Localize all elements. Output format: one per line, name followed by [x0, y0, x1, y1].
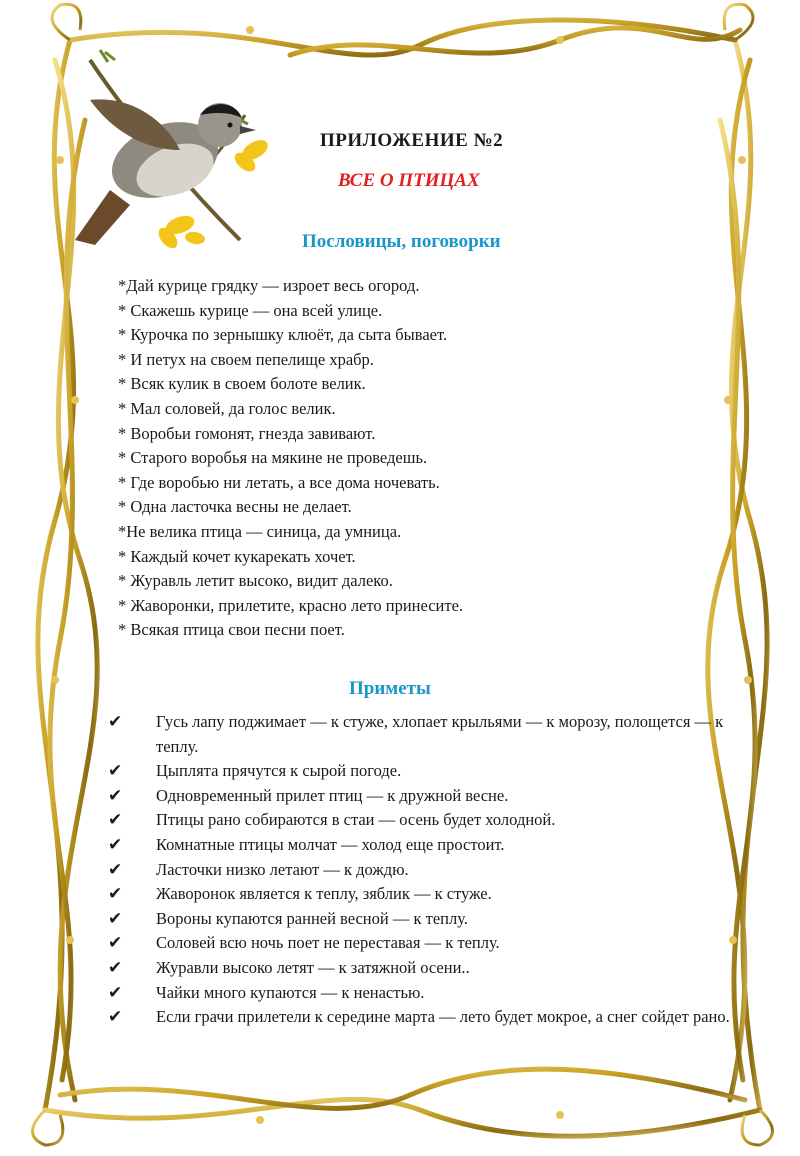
- signs-section-title: Приметы: [349, 678, 431, 699]
- sign-text: Одновременный прилет птиц — к дружной весне.: [156, 785, 509, 805]
- list-item: * Всякая птица свои песни поет.: [118, 620, 345, 640]
- list-item: [108, 981, 738, 1006]
- sign-text: Гусь лапу поджимает — к стуже, хлопает крыльями — к морозу, полощется — к теплу.: [156, 712, 724, 756]
- checkmark-icon: ✔: [108, 1007, 123, 1028]
- list-item: *Дай курице грядку — изроет весь огород.: [118, 276, 420, 295]
- list-item: * Каждый кочет кукарекать хочет.: [118, 546, 356, 566]
- sign-text: Цыплята прячутся к сырой погоде.: [156, 761, 402, 781]
- list-item: * Старого воробья на мякине не проведешь.: [118, 448, 428, 468]
- list-item: * Курочка по зернышку клюёт, да сыта бывает.: [118, 325, 448, 345]
- checkmark-icon: ✔: [108, 957, 123, 978]
- checkmark-icon: ✔: [108, 884, 123, 905]
- signs-list: [108, 710, 738, 1030]
- checkmark-icon: ✔: [108, 810, 123, 831]
- sign-text: Ласточки низко летают — к дождю.: [156, 859, 409, 879]
- list-item: * Всяк кулик в своем болоте велик.: [118, 374, 366, 394]
- sign-text: Соловей всю ночь поет не переставая — к теплу.: [156, 933, 500, 953]
- sign-text: Жаворонок является к теплу, зяблик — к стуже.: [156, 884, 492, 904]
- checkmark-icon: ✔: [108, 859, 123, 880]
- proverbs-list: [118, 274, 718, 643]
- list-item: [108, 907, 738, 932]
- list-item: [108, 858, 738, 883]
- checkmark-icon: ✔: [108, 834, 123, 855]
- list-item: * Воробьи гомонят, гнезда завивают.: [118, 423, 376, 443]
- list-item: [108, 784, 738, 809]
- list-item: * Жаворонки, прилетите, красно лето принесите.: [118, 595, 464, 615]
- list-item: * Журавль летит высоко, видит далеко.: [118, 571, 393, 591]
- list-item: [108, 1005, 738, 1030]
- list-item: [108, 931, 738, 956]
- sign-text: Комнатные птицы молчат — холод еще простоит.: [156, 834, 505, 854]
- sign-text: Журавли высоко летят — к затяжной осени..: [156, 957, 470, 977]
- list-item: * Мал соловей, да голос велик.: [118, 398, 336, 418]
- sign-text: Птицы рано собираются в стаи — осень будет холодной.: [156, 810, 556, 830]
- sign-text: Вороны купаются ранней весной — к теплу.: [156, 908, 468, 928]
- checkmark-icon: ✔: [108, 712, 123, 732]
- list-item: [108, 956, 738, 981]
- list-item: * И петух на своем пепелище храбр.: [118, 349, 374, 369]
- proverbs-section-title: Пословицы, поговорки: [302, 231, 501, 252]
- sign-text: Если грачи прилетели к середине марта — лето будет мокрое, а снег сойдет рано.: [156, 1007, 730, 1027]
- sign-text: Чайки много купаются — к ненастью.: [156, 982, 425, 1002]
- list-item: [108, 882, 738, 907]
- list-item: [108, 759, 738, 784]
- list-item: * Одна ласточка весны не делает.: [118, 497, 352, 517]
- checkmark-icon: ✔: [108, 908, 123, 929]
- list-item: *Не велика птица — синица, да умница.: [118, 521, 402, 541]
- list-item: [108, 808, 738, 833]
- list-item: [108, 710, 738, 759]
- checkmark-icon: ✔: [108, 933, 123, 954]
- checkmark-icon: ✔: [108, 761, 123, 782]
- list-item: * Скажешь курице — она всей улице.: [118, 300, 383, 320]
- list-item: [108, 833, 738, 858]
- bird-on-branch-illustration: [70, 40, 280, 255]
- page-title: ПРИЛОЖЕНИЕ №2: [320, 130, 504, 151]
- page-subtitle: ВСЕ О ПТИЦАХ: [338, 170, 480, 191]
- checkmark-icon: ✔: [108, 785, 123, 806]
- list-item: * Где воробью ни летать, а все дома ночевать.: [118, 472, 440, 492]
- checkmark-icon: ✔: [108, 982, 123, 1003]
